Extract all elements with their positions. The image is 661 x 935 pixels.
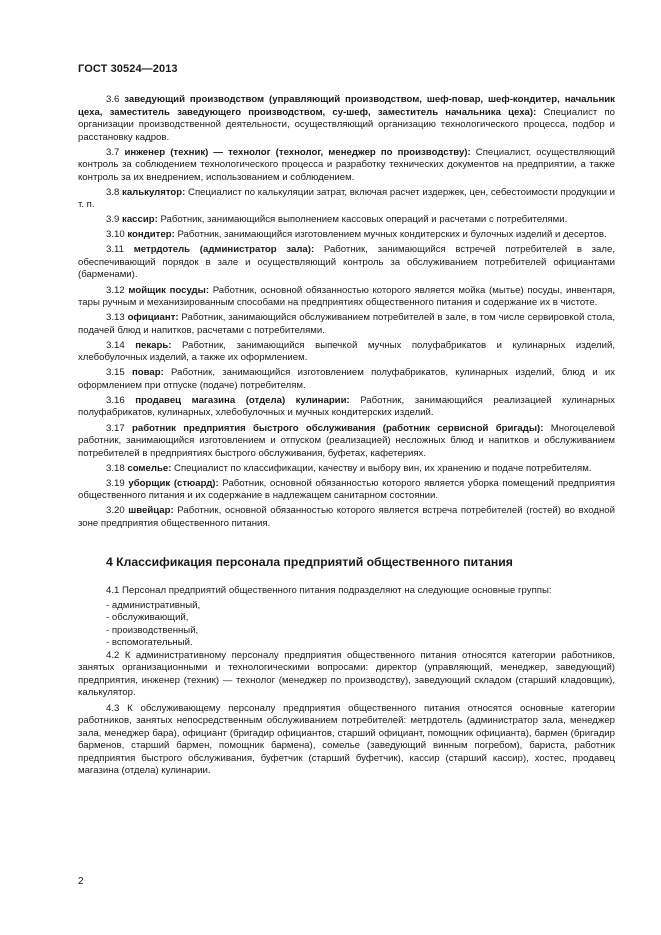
definition-paragraph bbox=[78, 478, 615, 503]
definition-number: 3.13 bbox=[106, 312, 125, 324]
definition-paragraph bbox=[78, 463, 615, 476]
definition-number: 3.12 bbox=[106, 284, 125, 296]
definition-term: работник предприятия быстрого обслуживания (работник сервисной бригады): bbox=[132, 422, 544, 434]
definition-term: калькулятор: bbox=[122, 186, 186, 198]
definition-text: Работник, занимающийся изготовлением мучных кондитерских и булочных изделий и десертов. bbox=[174, 229, 607, 241]
page-body bbox=[78, 94, 615, 780]
definition-paragraph bbox=[78, 187, 615, 212]
definition-term: уборщик (стюард): bbox=[128, 477, 219, 489]
section-title: 4 Классификация персонала предприятий общественного питания bbox=[106, 555, 513, 570]
paragraph-4-1: 4.1 Персонал предприятий общественного питания подразделяют на следующие основные группы: bbox=[106, 584, 552, 596]
definition-number: 3.6 bbox=[106, 94, 120, 105]
definition-paragraph bbox=[78, 505, 615, 530]
page-number: 2 bbox=[78, 876, 84, 887]
definition-number: 3.14 bbox=[106, 339, 125, 351]
personnel-groups-list bbox=[78, 600, 615, 650]
definition-number: 3.11 bbox=[106, 244, 124, 256]
definition-text: Работник, основной обязанностью которого является мойка (мытье) посуды, инвентаря, тары ручным и механизированным способами на предприятиях общественного питания и содержание их в чистоте. bbox=[78, 284, 615, 309]
definition-paragraph bbox=[78, 312, 615, 337]
definition-number: 3.19 bbox=[106, 477, 125, 489]
definition-number: 3.9 bbox=[106, 214, 120, 226]
definition-text: Работник, занимающийся выпечкой мучных полуфабрикатов и кулинарных изделий, хлебобулочных изделий, а также их оформлением. bbox=[78, 339, 615, 364]
definition-paragraph bbox=[78, 214, 615, 227]
definition-paragraph bbox=[78, 285, 615, 310]
definition-text: Специалист, осуществляющий контроль за соблюдением технологического процесса и разработку технических документов на предприятии, а также контроль за их внедрением, использованием и соблюдением. bbox=[78, 146, 615, 183]
definition-text: Работник, занимающийся изготовлением полуфабрикатов, кулинарных изделий, блюд и их оформлением при отпуске (подаче) потребителям. bbox=[78, 367, 615, 391]
definition-term: мойщик посуды: bbox=[128, 284, 210, 296]
paragraph-4-3: 4.3 К обслуживающему персоналу предприятия общественного питания относятся основные категории работников, занятых непосредственным обслуживанием потребителей: метрдотель (администратор зала, менеджер зала, менеджер бара), официант (бригадир официантов, старший официант, помощник официанта), бармен (бригадир барменов, старший бармен, помощник бармена), сомелье (заведующий винным погребом), бариста, работник предприятия быстрого обслуживания, буфетчик (старший буфетчик), кассир (старший кассир), хостес, продавец магазина (отдела) кулинарии. bbox=[78, 702, 615, 776]
definition-paragraph bbox=[78, 340, 615, 365]
paragraph-4-2: 4.2 К административному персоналу предприятия общественного питания относятся категории работников, занятых организационными и технологическими вопросами: директор (управляющий, менеджер, заведующий) предприятия, инженер (техник) — технолог (менеджер по производству), заведующий складом (старший кладовщик), калькулятор. bbox=[78, 649, 615, 699]
document-header: ГОСТ 30524—2013 bbox=[78, 63, 178, 75]
definition-number: 3.10 bbox=[106, 229, 125, 241]
definition-text: Специалист по классификации, качеству и выбору вин, их хранению и подаче потребителям. bbox=[171, 462, 592, 474]
definition-number: 3.8 bbox=[106, 186, 120, 198]
definition-paragraph bbox=[78, 229, 615, 242]
definition-text: Работник, основной обязанностью которого является встреча потребителей (гостей) во входной зоне предприятия общественного питания. bbox=[78, 505, 615, 529]
definitions-list bbox=[78, 94, 615, 530]
definition-term: швейцар: bbox=[128, 505, 174, 517]
list-item: - вспомогательный. bbox=[106, 637, 193, 649]
definition-text: Работник, основной обязанностью которого является уборка помещений предприятия общественного питания и их содержание в надлежащем санитарном состоянии. bbox=[78, 477, 615, 502]
list-item: - производственный, bbox=[106, 624, 199, 636]
definition-text: Работник, занимающийся встречей потребителей в зале, обеспечивающий порядок в зале и осуществляющий контроль за обслуживанием потребителей официантами (барменами). bbox=[78, 244, 615, 281]
definition-term: кассир: bbox=[122, 214, 158, 226]
definition-term: повар: bbox=[131, 367, 164, 379]
definition-term: инженер (техник) — технолог (технолог, менеджер по производству): bbox=[124, 146, 471, 158]
definition-term: кондитер: bbox=[127, 229, 175, 241]
definition-number: 3.17 bbox=[106, 422, 125, 434]
definition-number: 3.20 bbox=[106, 505, 125, 517]
definition-text: Специалист по организации производственной деятельности, осуществляющий организацию технологического процесса, подбор и расстановку кадров. bbox=[78, 106, 615, 143]
definition-number: 3.15 bbox=[106, 367, 125, 379]
list-item: - обслуживающий, bbox=[106, 612, 189, 624]
definition-term: пекарь: bbox=[135, 339, 172, 351]
definition-term: официант: bbox=[127, 312, 179, 324]
definition-term: заведующий производством (управляющий производством, шеф-повар, шеф-кондитер, начальник цеха, заместитель заведующего производством, су-шеф, заместитель начальника цеха): bbox=[78, 94, 615, 118]
definition-paragraph bbox=[78, 367, 615, 392]
definition-text: Работник, занимающийся реализацией кулинарных полуфабрикатов, кулинарных, хлебобулочных и мучных кондитерских изделий. bbox=[78, 394, 615, 419]
definition-paragraph bbox=[78, 244, 615, 282]
definition-paragraph bbox=[78, 147, 615, 185]
definition-paragraph bbox=[78, 395, 615, 420]
definition-text: Многоцелевой работник, занимающийся изготовлением и отпуском (реализацией) несложных блюд и напитков и обслуживанием потребителей в предприятиях быстрого обслуживания, буфетах, кафетериях. bbox=[78, 422, 616, 459]
definition-number: 3.16 bbox=[106, 394, 125, 406]
definition-paragraph bbox=[78, 94, 615, 144]
definition-number: 3.18 bbox=[106, 462, 125, 474]
definition-term: продавец магазина (отдела) кулинарии: bbox=[135, 394, 350, 406]
definition-paragraph bbox=[78, 423, 615, 461]
definition-text: Работник, занимающийся выполнением кассовых операций и расчетами с потребителями. bbox=[157, 214, 568, 226]
definition-term: сомелье: bbox=[127, 462, 172, 474]
definition-text: Работник, занимающийся обслуживанием потребителей в зале, в том числе сервировкой стола, подачей блюд и напитков, расчетами с потребителями. bbox=[78, 312, 615, 336]
definition-term: метрдотель (администратор зала): bbox=[133, 244, 315, 256]
definition-number: 3.7 bbox=[106, 146, 120, 158]
definition-text: Специалист по калькуляции затрат, включая расчет издержек, цен, себестоимости продукции и т. п. bbox=[78, 186, 615, 211]
list-item: - административный, bbox=[106, 599, 201, 611]
